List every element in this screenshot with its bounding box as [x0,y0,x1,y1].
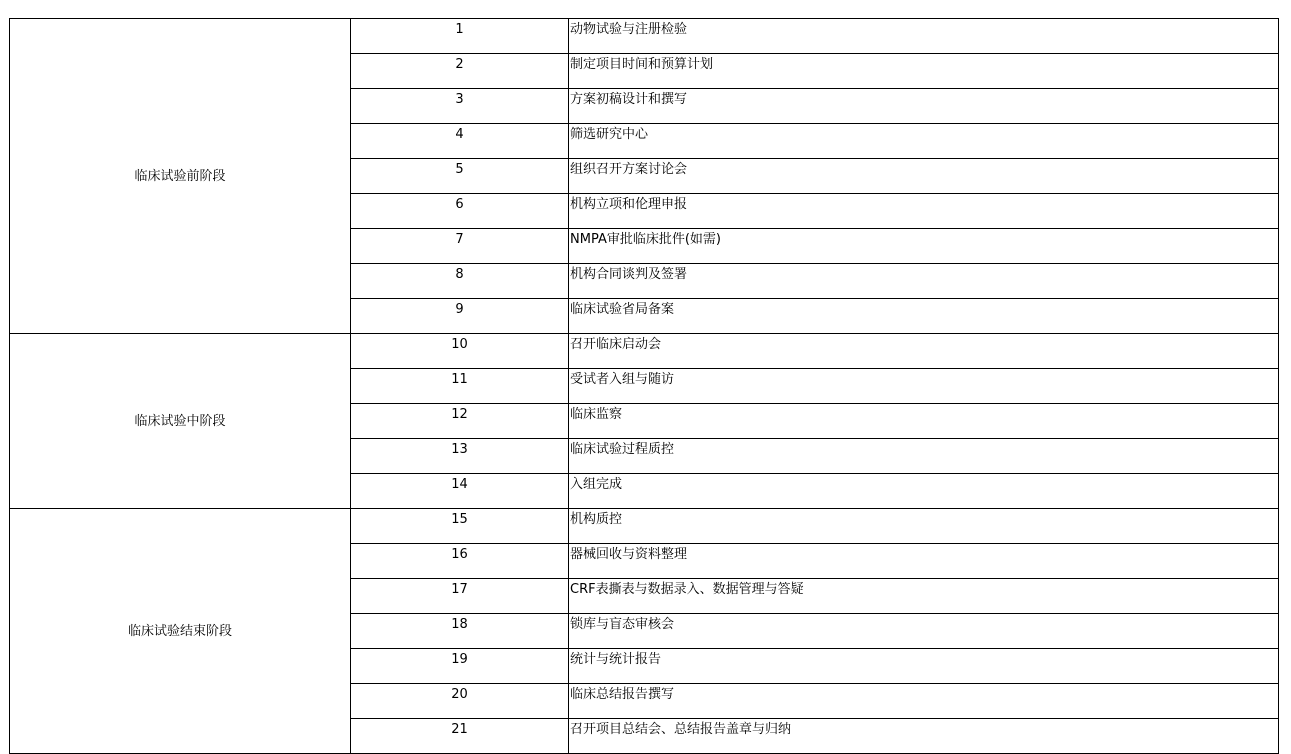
step-task: CRF表撕表与数据录入、数据管理与答疑 [569,579,1279,614]
step-number: 15 [351,509,569,544]
step-task: 锁库与盲态审核会 [569,614,1279,649]
trial-schedule-table [9,18,1279,754]
step-number: 10 [351,334,569,369]
step-number: 8 [351,264,569,299]
step-number: 1 [351,19,569,54]
step-number: 7 [351,229,569,264]
step-task: 动物试验与注册检验 [569,19,1279,54]
step-task: 临床试验省局备案 [569,299,1279,334]
step-number: 13 [351,439,569,474]
table-row [10,334,1279,369]
step-number: 19 [351,649,569,684]
step-task: 组织召开方案讨论会 [569,159,1279,194]
step-number: 5 [351,159,569,194]
step-number: 9 [351,299,569,334]
phase-label: 临床试验结束阶段 [10,509,351,754]
step-task: 制定项目时间和预算计划 [569,54,1279,89]
step-number: 20 [351,684,569,719]
step-task: 机构立项和伦理申报 [569,194,1279,229]
step-number: 12 [351,404,569,439]
step-number: 18 [351,614,569,649]
step-task: 临床总结报告撰写 [569,684,1279,719]
phase-label: 临床试验前阶段 [10,19,351,334]
step-number: 17 [351,579,569,614]
step-task: 临床监察 [569,404,1279,439]
step-number: 21 [351,719,569,754]
step-task: 机构质控 [569,509,1279,544]
step-task: 机构合同谈判及签署 [569,264,1279,299]
step-task: 方案初稿设计和撰写 [569,89,1279,124]
step-task: 器械回收与资料整理 [569,544,1279,579]
step-number: 14 [351,474,569,509]
step-task: 召开临床启动会 [569,334,1279,369]
step-number: 6 [351,194,569,229]
step-task: 筛选研究中心 [569,124,1279,159]
step-task: 临床试验过程质控 [569,439,1279,474]
phase-label: 临床试验中阶段 [10,334,351,509]
step-task: 入组完成 [569,474,1279,509]
step-number: 16 [351,544,569,579]
table-row [10,19,1279,54]
step-number: 2 [351,54,569,89]
step-task: 召开项目总结会、总结报告盖章与归纳 [569,719,1279,754]
step-number: 3 [351,89,569,124]
table-row [10,509,1279,544]
step-task: 统计与统计报告 [569,649,1279,684]
step-number: 4 [351,124,569,159]
step-number: 11 [351,369,569,404]
schedule-body [10,19,1279,754]
step-task: 受试者入组与随访 [569,369,1279,404]
step-task: NMPA审批临床批件(如需) [569,229,1279,264]
